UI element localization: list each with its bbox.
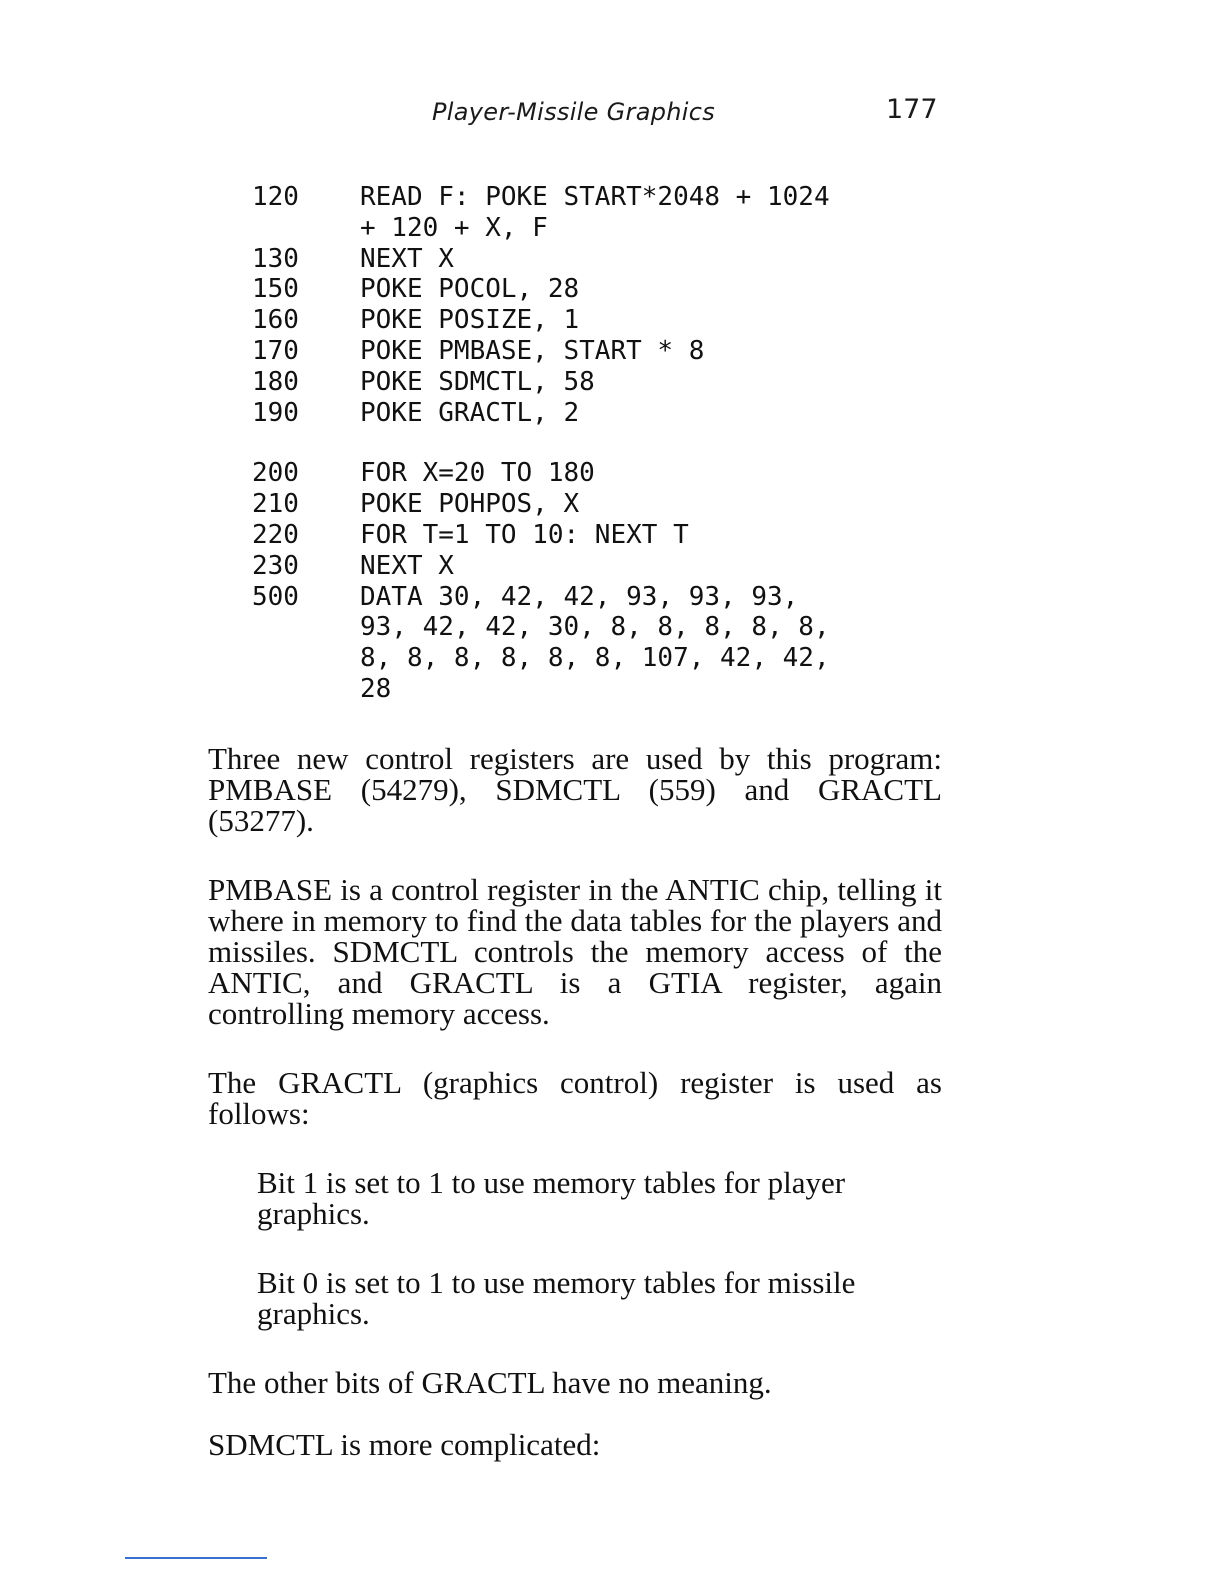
code-statement: NEXT X: [360, 243, 454, 274]
paragraph-sdmctl: SDMCTL is more complicated:: [208, 1427, 601, 1462]
basic-code-listing: [252, 182, 952, 705]
code-line-number: 190: [252, 397, 299, 428]
code-statement: NEXT X: [360, 550, 454, 581]
code-statement: POKE GRACTL, 2: [360, 397, 580, 428]
paragraph-pmbase: PMBASE is a control register in the ANTIC chip, telling it where in memory to find the data tables for the players and missiles. SDMCTL controls the memory access of the ANTIC, and GRACTL is a GTIA register, again controlling memory access.: [208, 872, 942, 1031]
footnote-rule: [125, 1557, 267, 1559]
code-line: [252, 582, 952, 705]
code-line: [252, 274, 952, 305]
code-line: [252, 305, 952, 336]
code-line: [252, 520, 952, 551]
page-number: 177: [886, 94, 938, 125]
code-line: [252, 244, 952, 275]
code-line: [252, 398, 952, 429]
code-line-number: 130: [252, 243, 299, 274]
paragraph-other-bits: The other bits of GRACTL have no meaning.: [208, 1365, 772, 1400]
paragraph-bit-1: Bit 1 is set to 1 to use memory tables for player graphics.: [257, 1165, 846, 1231]
code-statement: POKE POSIZE, 1: [360, 305, 580, 336]
code-line-number: 200: [252, 458, 299, 489]
code-line: [252, 336, 952, 367]
code-line-number: 180: [252, 366, 299, 397]
paragraph-control-registers: Three new control registers are used by this program: PMBASE (54279), SDMCTL (559) and GRACTL (53277).: [208, 741, 942, 838]
paragraph-gractl-intro: The GRACTL (graphics control) register is used as follows:: [208, 1065, 942, 1131]
running-header-title: Player-Missile Graphics: [432, 98, 716, 126]
code-line: [252, 551, 952, 582]
code-statement: POKE POCOL, 28: [360, 274, 580, 305]
code-statement: POKE POHPOS, X: [360, 489, 580, 520]
code-statement: DATA 30, 42, 42, 93, 93, 93, 93, 42, 42, 30, 8, 8, 8, 8, 8, 8, 8, 8, 8, 8, 8, 107, 42, 42, 28: [360, 581, 830, 704]
paragraph-bit-0: Bit 0 is set to 1 to use memory tables for missile graphics.: [257, 1265, 856, 1331]
code-line-number: 220: [252, 519, 299, 550]
code-line: [252, 182, 952, 244]
code-line-number: 170: [252, 335, 299, 366]
code-statement: POKE SDMCTL, 58: [360, 366, 595, 397]
code-line-number: 150: [252, 274, 299, 305]
code-statement: FOR T=1 TO 10: NEXT T: [360, 519, 689, 550]
code-line-number: 210: [252, 489, 299, 520]
code-line: [252, 458, 952, 489]
code-statement: FOR X=20 TO 180: [360, 458, 595, 489]
code-statement: READ F: POKE START*2048 + 1024 + 120 + X, F: [360, 182, 830, 243]
code-line-number: 160: [252, 305, 299, 336]
code-line: [252, 367, 952, 398]
code-statement: POKE PMBASE, START * 8: [360, 335, 705, 366]
code-line: [252, 489, 952, 520]
code-line-number: 230: [252, 550, 299, 581]
code-line-number: 500: [252, 581, 299, 612]
code-line-number: 120: [252, 182, 299, 212]
